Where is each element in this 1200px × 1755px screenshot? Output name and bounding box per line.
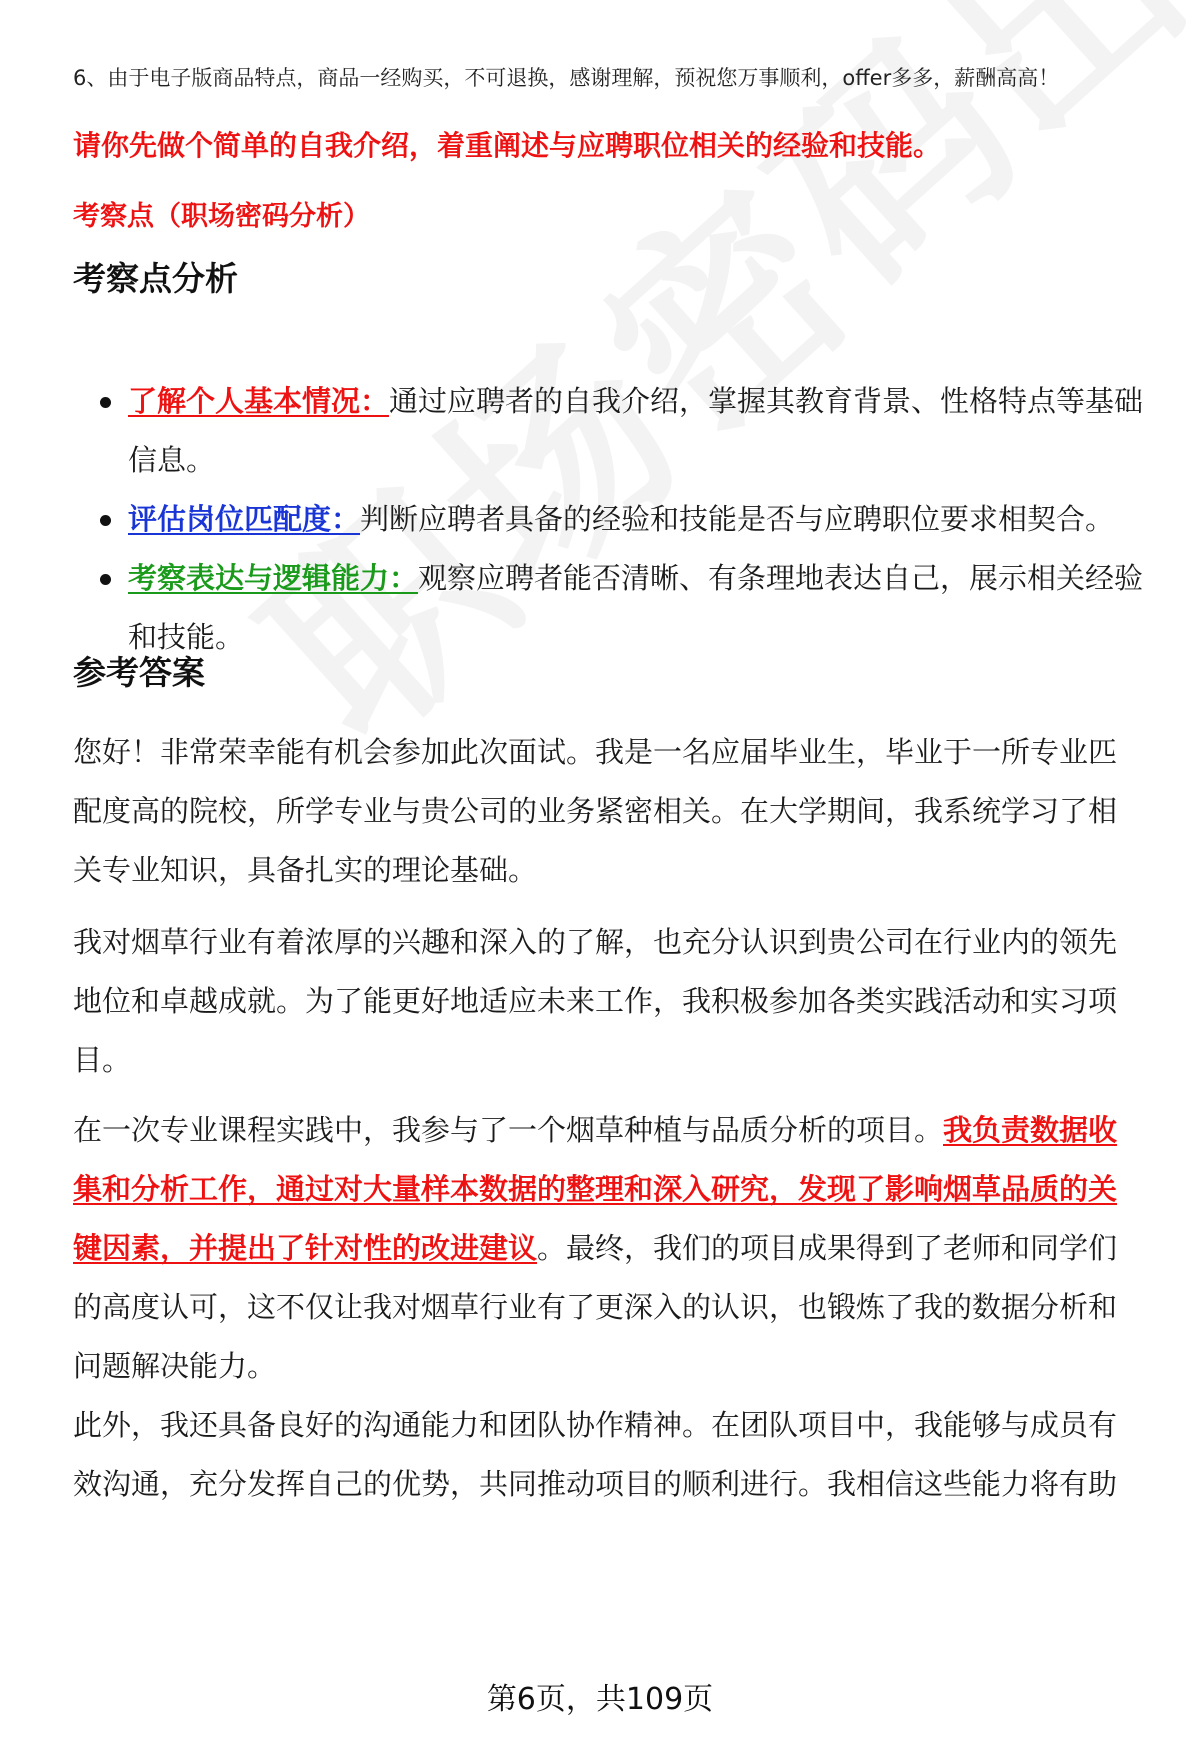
- paragraph-text: 在一次专业课程实践中，我参与了一个烟草种植与品质分析的项目。: [73, 1113, 944, 1147]
- bullet-icon: [100, 515, 111, 526]
- analysis-list: [100, 372, 1150, 667]
- bullet-icon: [100, 574, 111, 585]
- item-label: 评估岗位匹配度：: [128, 502, 361, 536]
- list-item: [100, 490, 1150, 549]
- answer-heading: 参考答案: [73, 653, 205, 692]
- highlighted-text: 我负责数据收集和分析工作，通过对大量样本数据的整理和深入研究，发现了影响烟草品质的关键因素，并提出了针对性的改进建议: [73, 1113, 1118, 1265]
- interview-question: 请你先做个简单的自我介绍，着重阐述与应聘职位相关的经验和技能。: [73, 129, 942, 162]
- answer-paragraph-2: 我对烟草行业有着浓厚的兴趣和深入的了解，也充分认识到贵公司在行业内的领先地位和卓越成就。为了能更好地适应未来工作，我积极参加各类实践活动和实习项目。: [73, 925, 1118, 1077]
- list-item: [100, 549, 1150, 667]
- item-label: 了解个人基本情况：: [128, 384, 390, 418]
- list-item: [100, 372, 1150, 490]
- answer-paragraph-3: [73, 1101, 1143, 1396]
- analysis-heading: 考察点分析: [73, 259, 238, 298]
- bullet-icon: [100, 397, 111, 408]
- item-text: 判断应聘者具备的经验和技能是否与应聘职位要求相契合。: [360, 502, 1115, 536]
- item-text: 观察应聘者能否清晰、有条理地表达自己，展示相关经验和技能。: [128, 561, 1144, 654]
- item-text: 通过应聘者的自我介绍，掌握其教育背景、性格特点等基础信息。: [128, 384, 1144, 477]
- paragraph-text: 。最终，我们的项目成果得到了老师和同学们的高度认可，这不仅让我对烟草行业有了更深入的认识，也锻炼了我的数据分析和问题解决能力。: [73, 1231, 1118, 1383]
- analysis-subtitle: 考察点（职场密码分析）: [73, 201, 370, 232]
- answer-paragraph-1: 您好！非常荣幸能有机会参加此次面试。我是一名应届毕业生，毕业于一所专业匹配度高的院校，所学专业与贵公司的业务紧密相关。在大学期间，我系统学习了相关专业知识，具备扎实的理论基础。: [73, 735, 1118, 887]
- answer-paragraph-4: 此外，我还具备良好的沟通能力和团队协作精神。在团队项目中，我能够与成员有效沟通，充分发挥自己的优势，共同推动项目的顺利进行。我相信这些能力将有助: [73, 1408, 1118, 1501]
- page-number: 第6页，共109页: [486, 1682, 714, 1717]
- purchase-notice: 6、由于电子版商品特点，商品一经购买，不可退换，感谢理解，预祝您万事顺利，offer多多，薪酬高高！: [73, 66, 1060, 90]
- item-label: 考察表达与逻辑能力：: [128, 561, 419, 595]
